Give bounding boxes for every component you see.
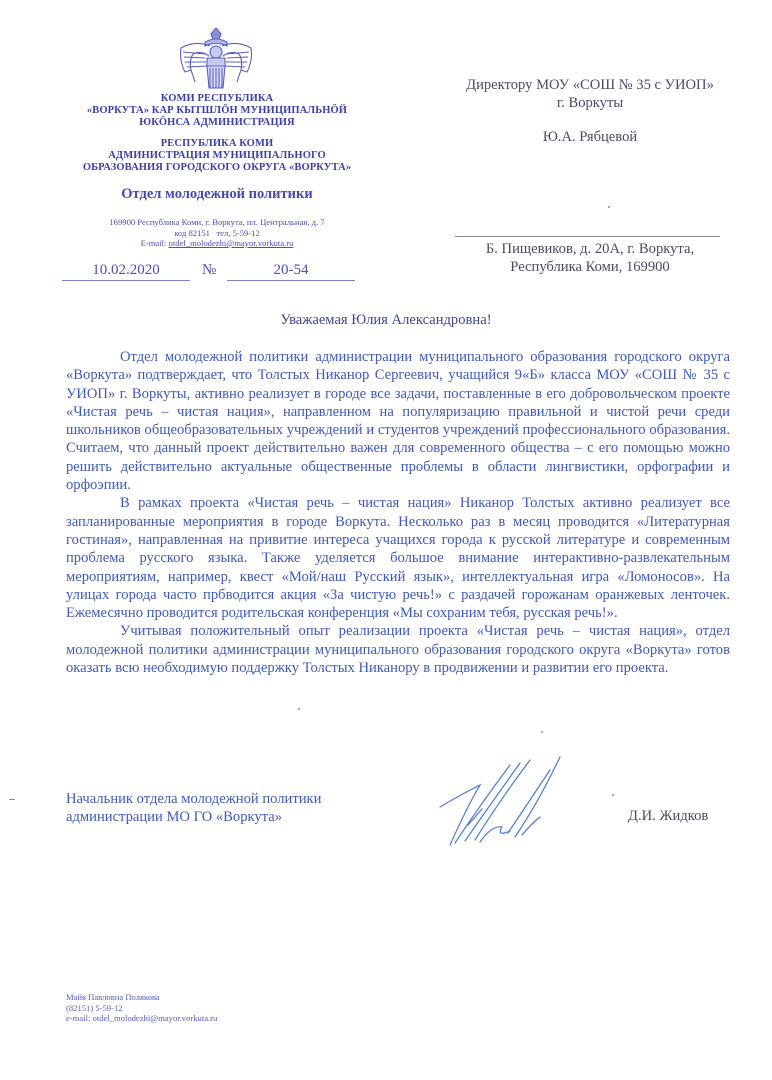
signer-title-line-2: администрации МО ГО «Воркута» [66, 809, 283, 826]
registration-row [62, 262, 362, 284]
executor-phone: (82151) 5-59-12 [66, 1002, 123, 1013]
komi-republic-emblem-icon [175, 26, 257, 92]
address-divider [455, 236, 720, 237]
letter-date: 10.02.2020 [62, 262, 190, 281]
addressee-block [430, 76, 750, 146]
paragraph-1: Отдел молодежной политики администрации муниципального образования городского округа «Воркута» подтверждает, что Толстых Никанор Сергеевич, учащийся 9«Б» класса МОУ «СОШ № 35 с УИОП» г. Воркуты, активно реализует в городе все задачи, поставленные в его добровольческом проекте «Чистая речь – чистая нация», направленном на популяризацию правильной и чистой речи среди школьников общеобразовательных учреждений и студентов учреждений профессионального образования. Считаем, что данный проект действительно важен для современного общества – с его помощью можно решить действительно актуальные общественные проблемы в области лингвистики, орфографии и орфоэпии. [66, 349, 730, 494]
addressee-city: г. Воркуты [556, 95, 624, 111]
org-address: 169900 Республика Коми, г. Воркута, пл. Центральная, д. 7 [109, 217, 325, 227]
paragraph-2: В рамках проекта «Чистая речь – чистая нация» Никанор Толстых активно реализует все запланированные мероприятия в городе Воркута. Несколько раз в месяц проводится «Литературная гостиная», направленная на привитие интереса учащихся города к русской литературе и современным проблема русского языка. Также уделяется большое внимание интерактивно-развлекательным мероприятиям, например, квест «Мой/наш Русский язык», интеллектуальная игра «Ломоносов». На улицах города часто прбводится акция «За чистую речь!» с раздачей горожанам оранжевых ленточек. Ежемесячно проводится родительская конференция «Мы сохраним тебя, русская речь!». [66, 495, 730, 622]
signer-name: Д.И. Жидков [628, 808, 709, 824]
letter-body [66, 348, 730, 677]
org-email-line [62, 238, 372, 249]
russian-line-3: ОБРАЗОВАНИЯ ГОРОДСКОГО ОКРУГА «ВОРКУТА» [82, 162, 352, 173]
scan-speck [541, 731, 543, 733]
scan-speck [9, 799, 15, 800]
komi-line-2: «ВОРКУТА» КАР КЫТШЛӦН МУНИЦИПАЛЬНӦЙ [86, 105, 348, 116]
signer-title-line-1: Начальник отдела молодежной политики [66, 791, 322, 807]
russian-line-2: АДМИНИСТРАЦИЯ МУНИЦИПАЛЬНОГО [108, 150, 326, 161]
signer-position [66, 790, 386, 827]
addressee-position: Директору МОУ «СОШ № 35 с УИОП» [466, 77, 714, 93]
russian-line-1: РЕСПУБЛИКА КОМИ [160, 138, 274, 149]
email-label: E-mail: [140, 238, 169, 248]
paragraph-3: Учитывая положительный опыт реализации проекта «Чистая речь – чистая нация», отдел молодежной политики администрации муниципального образования городского округа «Воркута» готов оказать всю необходимую поддержку Толстых Никанору в продвижении и развитии его проекта. [66, 623, 730, 677]
executor-info [66, 992, 217, 1024]
addressee-name: Ю.А. Рябцевой [542, 129, 638, 145]
letterhead-contacts [62, 217, 372, 249]
komi-line-1: КОМИ РЕСПУБЛИКА [160, 93, 274, 104]
executor-email: e-mail: otdel_molodezhi@mayor.vorkuta.ru [66, 1013, 218, 1023]
letterhead-organization [62, 93, 372, 174]
letter-number: 20-54 [227, 262, 355, 281]
org-phone: код 82151 тел. 5-59-12 [174, 227, 260, 238]
handwritten-signature-icon [420, 745, 580, 850]
scan-speck [612, 794, 614, 796]
org-email-link[interactable]: otdel_molodezhi@mayor.vorkuta.ru [168, 238, 294, 248]
executor-name: Майя Павловна Полякова [66, 992, 160, 1002]
addressee-address [440, 240, 740, 276]
department-name: Отдел молодежной политики [121, 186, 313, 202]
address-line-2: Республика Коми, 169900 [510, 259, 670, 275]
number-sign: № [202, 262, 217, 278]
address-line-1: Б. Пищевиков, д. 20А, г. Воркута, [485, 241, 695, 257]
scan-speck [298, 708, 300, 710]
greeting: Уважаемая Юлия Александровна! [280, 312, 492, 328]
komi-line-3: ЮКӦНСА АДМИНИСТРАЦИЯ [139, 117, 295, 128]
scan-speck [608, 206, 610, 208]
